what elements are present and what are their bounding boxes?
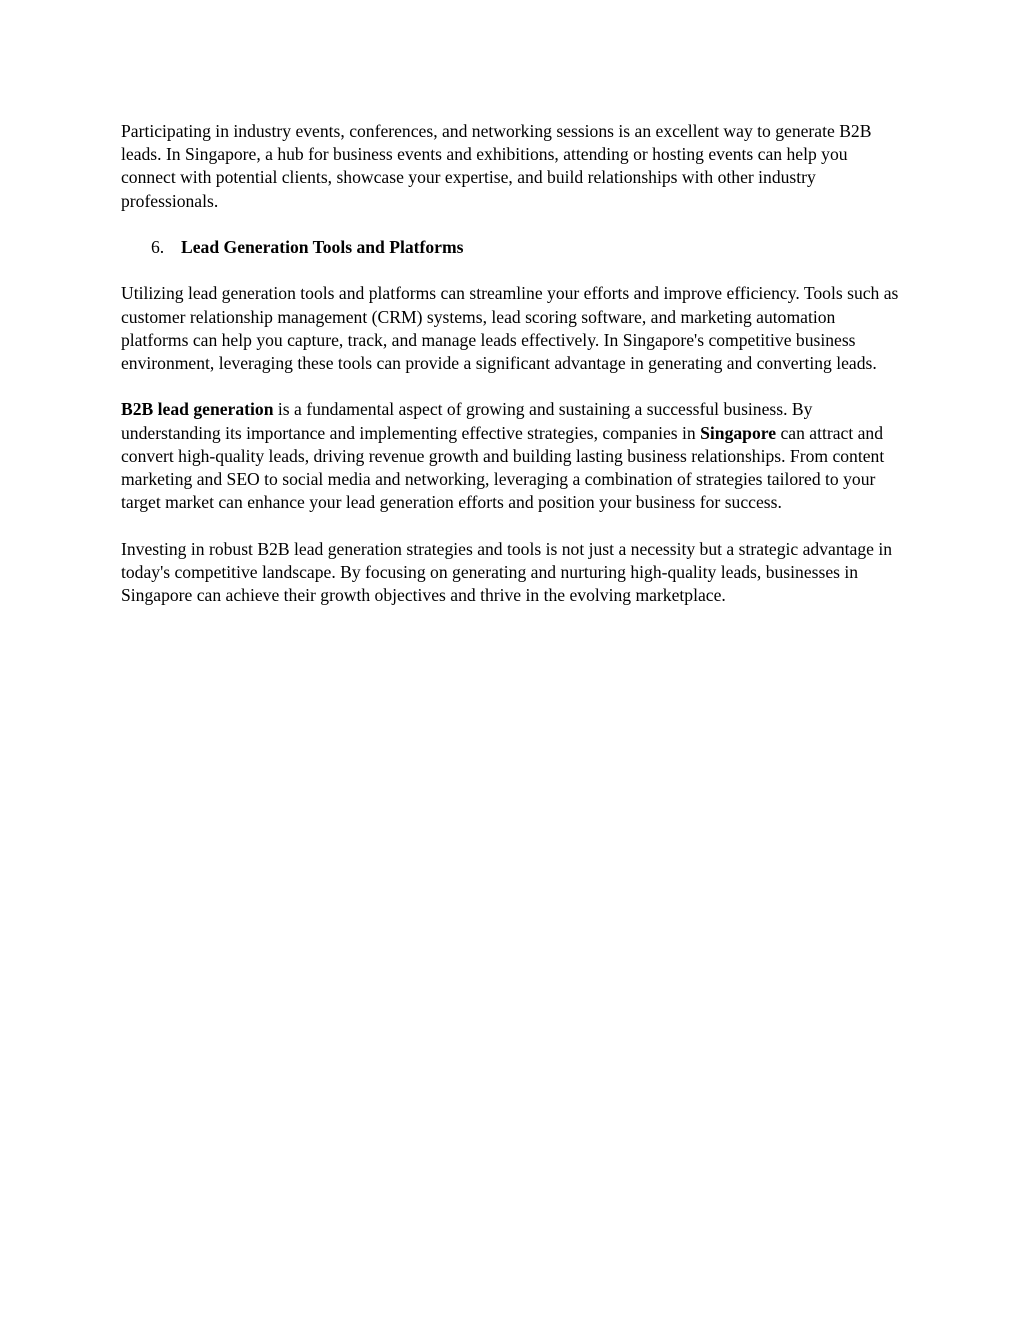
list-item-heading: Lead Generation Tools and Platforms (181, 237, 464, 257)
paragraph-events: Participating in industry events, conferences, and networking sessions is an excellent way to generate B2B leads. In Singapore, a hub for business events and exhibitions, attending or hosting events can help you connect with potential clients, showcase your expertise, and build relationships with other industry professionals. (121, 121, 872, 211)
document-body (121, 120, 906, 630)
list-item-number: 6. (151, 237, 165, 257)
bold-singapore: Singapore (700, 422, 777, 443)
summary-text-2: can attract and convert high-quality leads, driving revenue growth and building lasting business relationships. From content marketing and SEO to social media and networking, leveraging a combination of strategies tailored to your target market can enhance your lead generation efforts and position your business for success. (121, 422, 885, 513)
paragraph-summary (121, 398, 906, 514)
paragraph-tools: Utilizing lead generation tools and platforms can streamline your efforts and improve efficiency. Tools such as customer relationship management (CRM) systems, lead scoring software, and marketing automation platforms can help you capture, track, and manage leads effectively. In Singapore's competitive business environment, leveraging these tools can provide a significant advantage in generating and converting leads. (121, 283, 899, 373)
paragraph-closing: Investing in robust B2B lead generation strategies and tools is not just a necessity but a strategic advantage in today's competitive landscape. By focusing on generating and nurturing high-quality leads, businesses in Singapore can achieve their growth objectives and thrive in the evolving marketplace. (121, 538, 893, 605)
list-item-lead-tools (121, 236, 906, 259)
bold-b2b-lead-generation: B2B lead generation (121, 399, 274, 420)
summary-text-1: is a fundamental aspect of growing and sustaining a successful business. By understanding its importance and implementing effective strategies, companies in (121, 399, 813, 443)
